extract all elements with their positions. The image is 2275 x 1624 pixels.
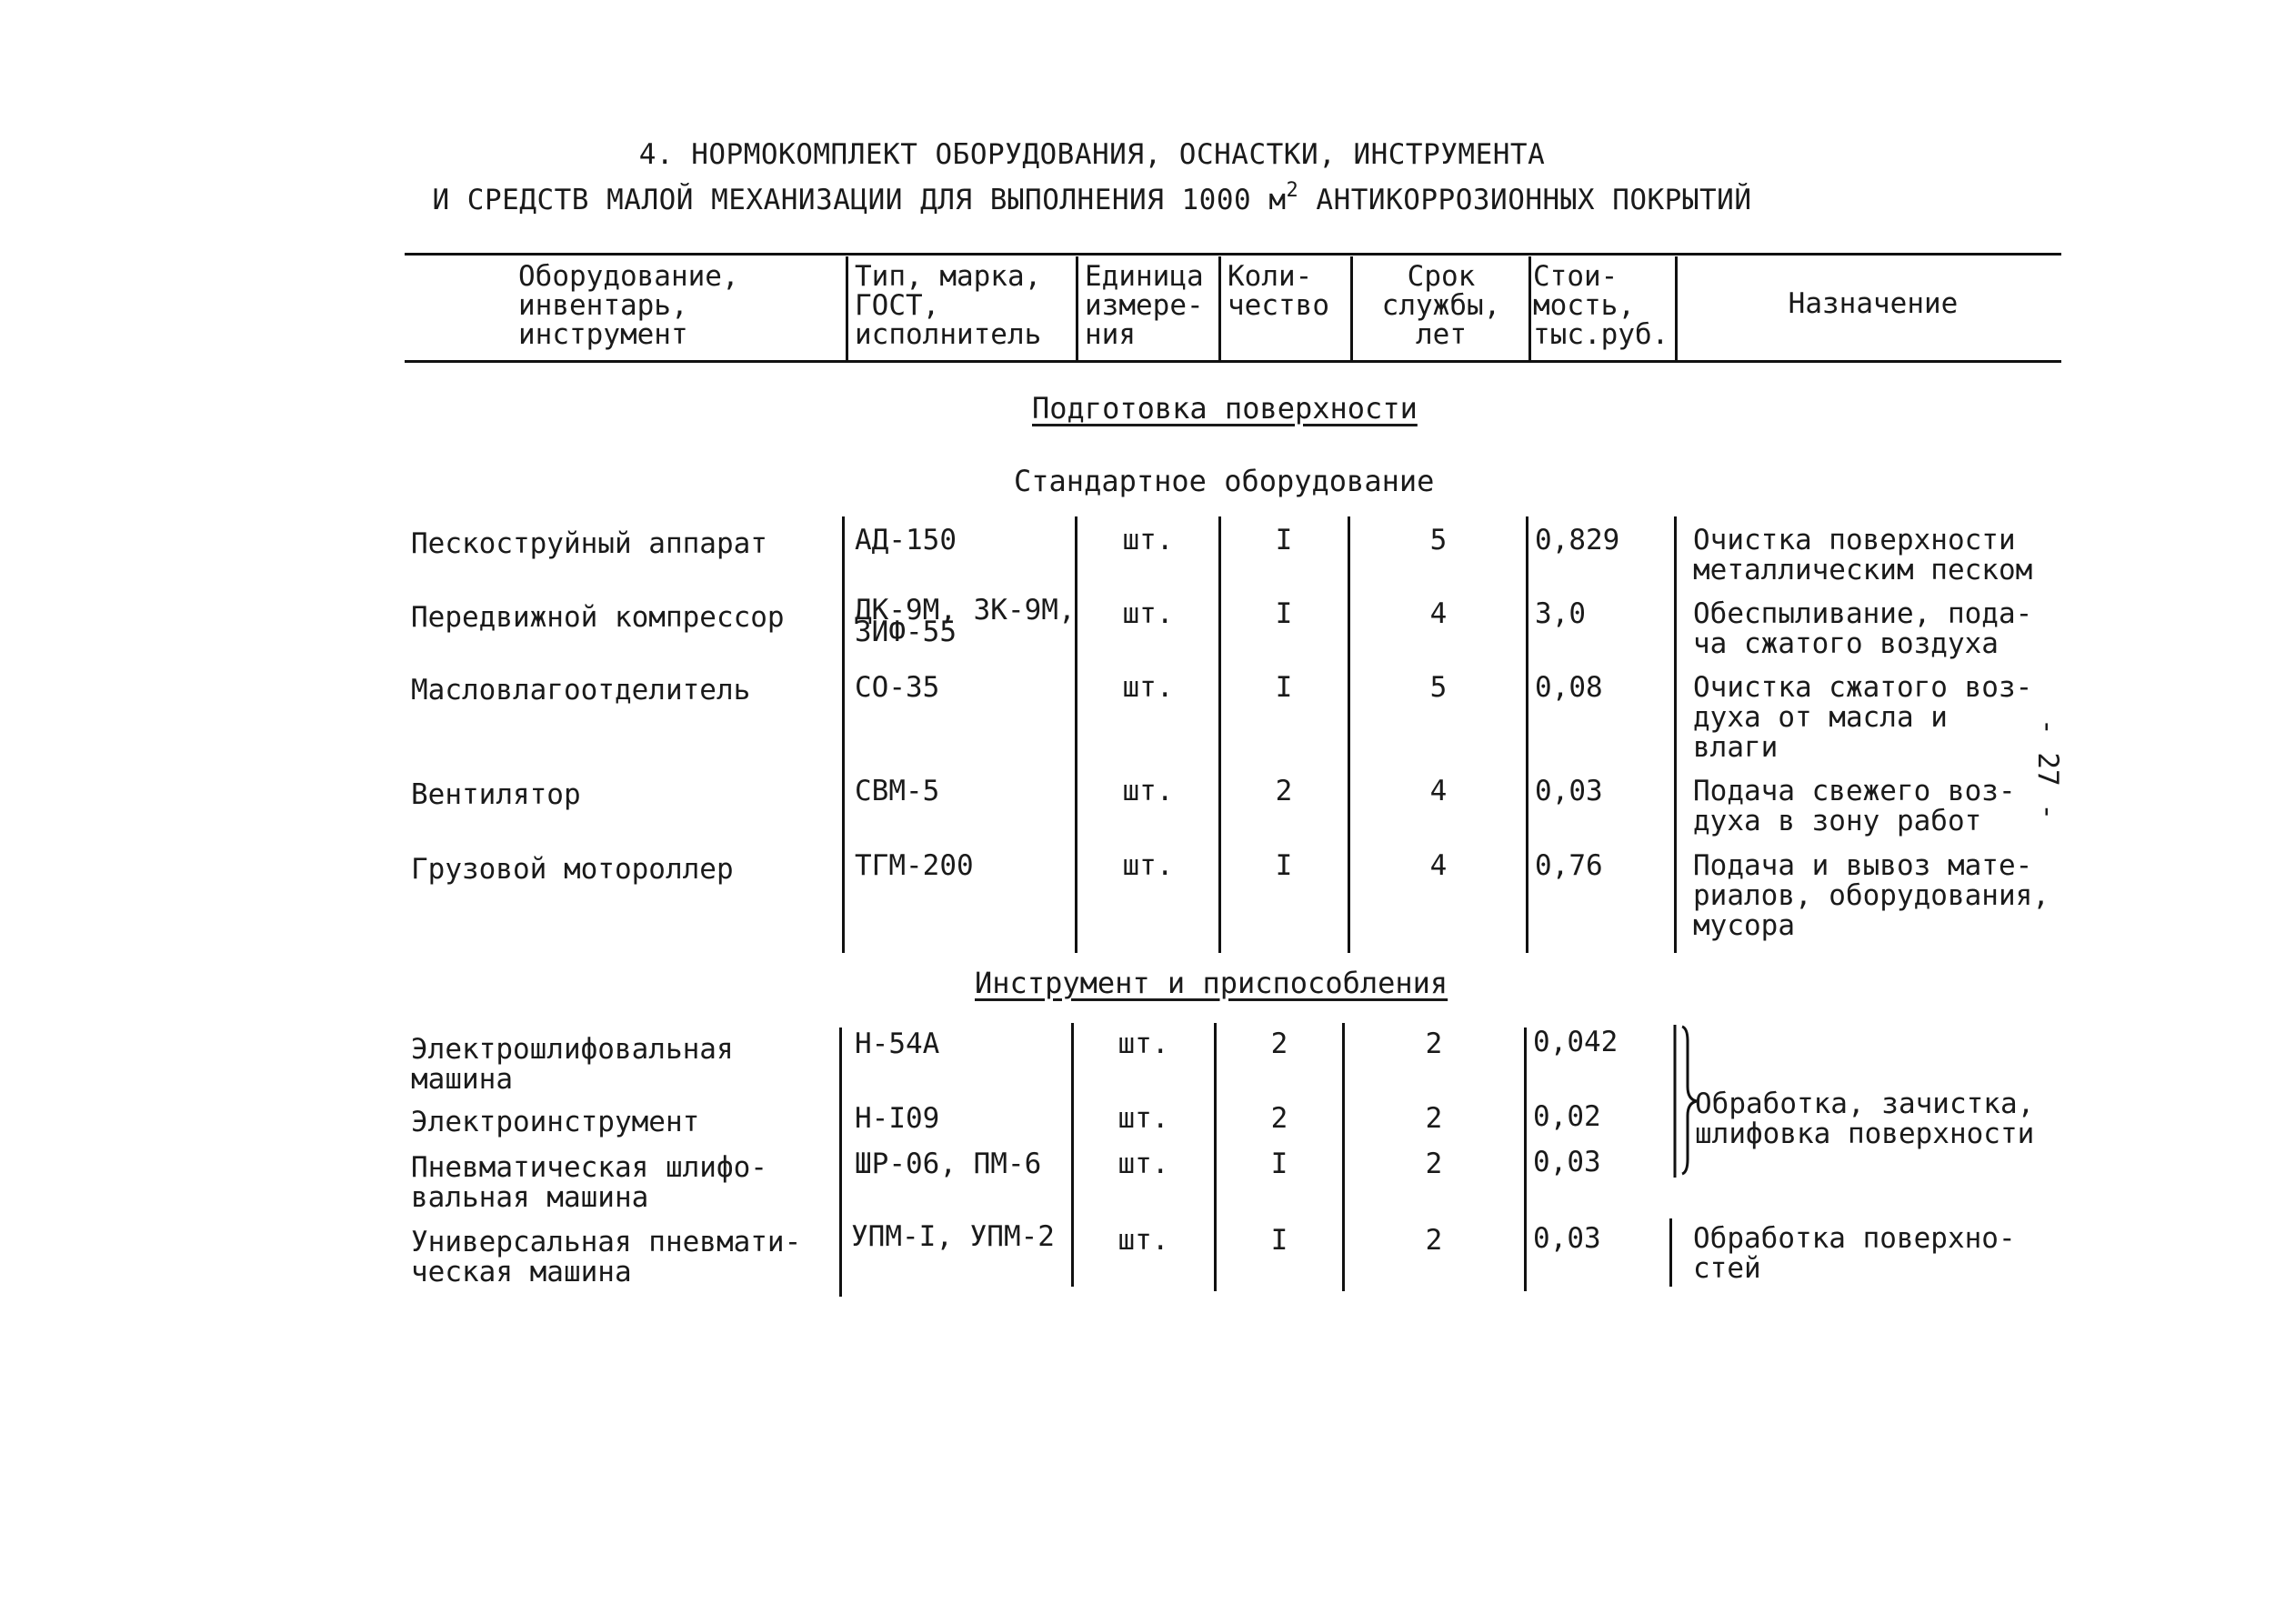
title-text: И СРЕДСТВ МАЛОЙ МЕХАНИЗАЦИИ ДЛЯ ВЫПОЛНЕНИЯ 1000 м <box>432 184 1287 216</box>
equipment-type: ДК-9М, ЗК-9М, ЗИФ-55 <box>855 594 1076 648</box>
equipment-qty: I <box>1275 524 1293 556</box>
column-divider <box>1348 516 1350 953</box>
tool-unit: шт. <box>1117 1028 1169 1060</box>
equipment-name: Масловлагоотделитель <box>411 674 751 707</box>
section-title-surface-prep: Подготовка поверхности <box>1032 391 1418 426</box>
column-divider <box>1075 516 1077 953</box>
header-bottom-rule <box>405 360 2061 363</box>
equipment-purpose: Очистка поверхности металлическим песком <box>1693 524 2033 586</box>
equipment-type: СВМ-5 <box>855 775 940 807</box>
tool-type: ШР-06, ПМ-6 <box>855 1148 1042 1180</box>
section-title-tools: Инструмент и приспособления <box>975 966 1448 1000</box>
tool-name: Универсальная пневмати- ческая машина <box>411 1226 802 1288</box>
equipment-cost: 0,76 <box>1535 849 1603 882</box>
equipment-cost: 0,03 <box>1535 775 1603 807</box>
equipment-unit: шт. <box>1122 524 1174 556</box>
equipment-type: ТГМ-200 <box>855 849 974 882</box>
title-superscript: 2 <box>1286 179 1299 202</box>
tool-type: Н-54А <box>855 1028 940 1060</box>
equipment-name: Пескоструйный аппарат <box>411 527 767 560</box>
equipment-name: Грузовой мотороллер <box>411 853 734 886</box>
column-divider <box>1674 516 1677 953</box>
tool-qty: I <box>1270 1148 1288 1180</box>
header-purpose: Назначение <box>1788 287 1959 320</box>
tool-cost: 0,02 <box>1533 1100 1601 1133</box>
tool-life: 2 <box>1425 1102 1443 1135</box>
tool-qty: 2 <box>1270 1028 1288 1060</box>
equipment-unit: шт. <box>1122 597 1174 630</box>
tool-unit: шт. <box>1117 1102 1169 1135</box>
tool-qty: I <box>1270 1224 1288 1257</box>
header-divider <box>1218 256 1221 360</box>
title-text-end: АНТИКОРРОЗИОННЫХ ПОКРЫТИЙ <box>1298 184 1752 216</box>
tool-type: Н-I09 <box>855 1102 940 1135</box>
header-life: Срок службы, лет <box>1381 260 1501 351</box>
equipment-qty: 2 <box>1275 775 1293 807</box>
equipment-unit: шт. <box>1122 849 1174 882</box>
tool-unit: шт. <box>1117 1148 1169 1180</box>
equipment-name: Передвижной компрессор <box>411 601 785 634</box>
equipment-cost: 0,829 <box>1535 524 1620 556</box>
equipment-life: 5 <box>1429 671 1448 704</box>
column-divider <box>1218 516 1221 953</box>
equipment-cost: 0,08 <box>1535 671 1603 704</box>
equipment-qty: I <box>1275 849 1293 882</box>
tool-name: Пневматическая шлифо- вальная машина <box>411 1151 767 1214</box>
equipment-life: 4 <box>1429 597 1448 630</box>
header-top-rule <box>405 253 2061 256</box>
tool-cost: 0,03 <box>1533 1222 1601 1255</box>
header-cost: Стои- мость, тыс.руб. <box>1533 260 1669 351</box>
column-divider <box>1524 1028 1527 1291</box>
tool-cost: 0,042 <box>1533 1026 1619 1058</box>
header-divider <box>1528 256 1531 360</box>
equipment-purpose: Подача и вывоз мате- риалов, оборудования, мусора <box>1693 849 2050 942</box>
equipment-type: АД-150 <box>855 524 957 556</box>
tool-name: Электроинструмент <box>411 1106 700 1138</box>
equipment-life: 4 <box>1429 775 1448 807</box>
page-title-line2 <box>0 179 2230 216</box>
column-divider <box>1526 516 1528 953</box>
tool-life: 2 <box>1425 1148 1443 1180</box>
tool-name: Электрошлифовальная машина <box>411 1033 734 1096</box>
equipment-life: 4 <box>1429 849 1448 882</box>
equipment-name: Вентилятор <box>411 778 581 811</box>
header-qty: Коли- чество <box>1228 260 1329 322</box>
header-type: Тип, марка, ГОСТ, исполнитель <box>855 260 1042 351</box>
tool-type: УПМ-I, УПМ-2 <box>851 1220 1055 1253</box>
equipment-type: СО-35 <box>855 671 940 704</box>
tool-qty: 2 <box>1270 1102 1288 1135</box>
header-unit: Единица измере- ния <box>1085 260 1204 351</box>
header-divider <box>1076 256 1078 360</box>
equipment-cost: 3,0 <box>1535 597 1586 630</box>
header-divider <box>1675 256 1678 360</box>
equipment-purpose: Очистка сжатого воз- духа от масла и влаги <box>1693 671 2033 764</box>
equipment-purpose: Подача свежего воз- духа в зону работ <box>1693 775 2016 837</box>
tool-unit: шт. <box>1117 1224 1169 1257</box>
equipment-unit: шт. <box>1122 775 1174 807</box>
page-title-line1: 4. НОРМОКОМПЛЕКТ ОБОРУДОВАНИЯ, ОСНАСТКИ, ИНСТРУМЕНТА <box>638 138 1546 171</box>
section-subtitle-standard-equipment: Стандартное оборудование <box>1014 464 1435 498</box>
header-divider <box>1350 256 1353 360</box>
group-purpose: Обработка, зачистка, шлифовка поверхности <box>1695 1088 2035 1150</box>
equipment-qty: I <box>1275 597 1293 630</box>
equipment-life: 5 <box>1429 524 1448 556</box>
column-divider <box>839 1028 842 1297</box>
equipment-qty: I <box>1275 671 1293 704</box>
header-divider <box>846 256 848 360</box>
tool-cost: 0,03 <box>1533 1146 1601 1178</box>
tool-purpose: Обработка поверхно- стей <box>1693 1222 2016 1285</box>
tool-life: 2 <box>1425 1224 1443 1257</box>
column-divider <box>1669 1218 1672 1287</box>
tool-life: 2 <box>1425 1028 1443 1060</box>
page-number: - 27 - <box>2031 718 2064 820</box>
header-equipment: Оборудование, инвентарь, инструмент <box>518 260 739 351</box>
equipment-purpose: Обеспыливание, пода- ча сжатого воздуха <box>1693 597 2033 660</box>
column-divider <box>842 516 845 953</box>
equipment-unit: шт. <box>1122 671 1174 704</box>
